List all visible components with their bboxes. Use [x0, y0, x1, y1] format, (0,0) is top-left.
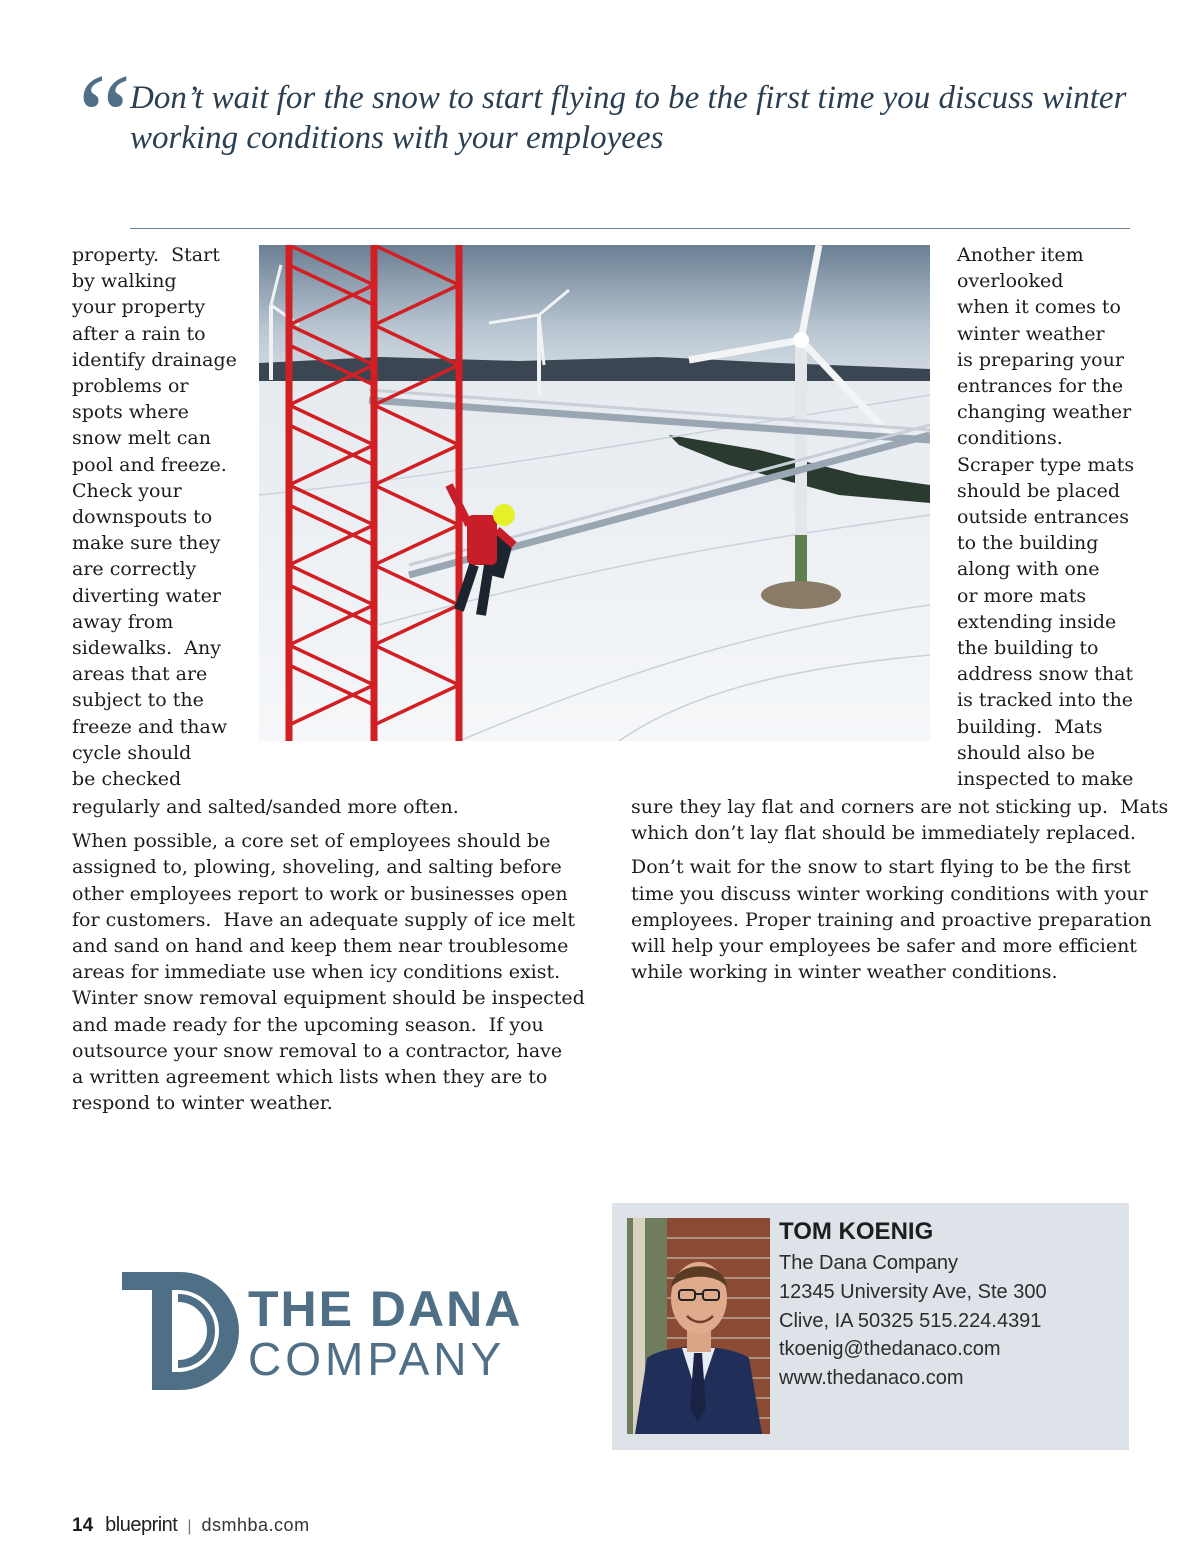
text-line: outside entrances: [957, 506, 1129, 529]
paragraph-2: [72, 828, 585, 1116]
footer-separator: |: [187, 1518, 192, 1535]
article-left-narrow-column: [72, 242, 252, 792]
text-line: freeze and thaw: [72, 715, 228, 738]
text-line: spots where: [72, 401, 189, 424]
logo-text-line2: COMPANY: [248, 1333, 506, 1385]
text-line: which don’t lay flat should be immediately replaced.: [631, 822, 1136, 845]
text-line: respond to winter weather.: [72, 1092, 333, 1115]
text-line: time you discuss winter working conditions with your: [631, 882, 1148, 905]
text-line: regularly and salted/sanded more often.: [72, 796, 459, 818]
text-line: or more mats: [957, 584, 1087, 607]
contact-website[interactable]: www.thedanaco.com: [779, 1367, 964, 1390]
quote-mark: “: [66, 49, 133, 182]
article-left-wide-column: [72, 794, 585, 1116]
text-line: make sure they: [72, 532, 221, 555]
text-line: problems or: [72, 375, 189, 398]
text-line: subject to the: [72, 689, 204, 712]
text-line: to the building: [957, 532, 1099, 555]
text-line: Scraper type mats: [957, 453, 1135, 476]
text-line: is tracked into the: [957, 689, 1134, 712]
text-line: outsource your snow removal to a contractor, have: [72, 1039, 563, 1062]
contact-address: 12345 University Ave, Ste 300: [779, 1280, 1047, 1303]
footer-url[interactable]: dsmhba.com: [201, 1515, 310, 1535]
text-line: identify drainage: [72, 348, 237, 371]
text-line: diverting water: [72, 584, 222, 607]
text-line: building. Mats: [957, 715, 1103, 738]
text-line: will help your employees be safer and more efficient: [631, 935, 1137, 958]
text-line: are correctly: [72, 558, 197, 581]
text-line: for customers. Have an adequate supply of ice melt: [72, 908, 576, 931]
text-line: along with one: [957, 558, 1100, 581]
paragraph-1-continuation: [72, 794, 582, 820]
text-line: your property: [72, 296, 206, 319]
text-line: inspected to make: [957, 768, 1134, 791]
text-line: should also be: [957, 741, 1095, 764]
text-line: downspouts to: [72, 506, 213, 529]
dana-company-logo: [120, 1258, 540, 1398]
text-line: the building to: [957, 637, 1099, 660]
text-line: sidewalks. Any: [72, 637, 221, 660]
logo-text-line1: THE DANA: [248, 1281, 523, 1337]
text-line: snow melt can: [72, 427, 211, 450]
text-line: a written agreement which lists when they are to: [72, 1066, 548, 1089]
photo-illustration: [259, 245, 930, 741]
text-line: changing weather: [957, 401, 1132, 424]
paragraph-gap: [72, 820, 582, 828]
dana-monogram-icon: [120, 1258, 250, 1398]
paragraph-4: [631, 854, 1152, 985]
text-line: be checked: [72, 768, 182, 791]
contact-company: The Dana Company: [779, 1252, 958, 1274]
text-line: property. Start: [72, 244, 220, 266]
text-line: by walking: [72, 270, 177, 293]
article-right-wide-column: [631, 794, 1169, 985]
text-line: When possible, a core set of employees should be: [72, 830, 551, 853]
text-line: address snow that: [957, 663, 1134, 686]
text-line: Another item: [957, 244, 1084, 266]
contact-card: [612, 1203, 1129, 1450]
text-line: employees. Proper training and proactive preparation: [631, 908, 1152, 931]
text-line: cycle should: [72, 741, 192, 764]
article-right-narrow-column: [957, 242, 1137, 792]
paragraph-3-continuation: [631, 794, 1169, 846]
text-line: while working in winter weather conditions.: [631, 961, 1058, 984]
text-line: and sand on hand and keep them near troublesome: [72, 935, 569, 958]
text-line: Check your: [72, 479, 182, 502]
text-line: Don’t wait for the snow to start flying to be the first: [631, 856, 1131, 879]
pull-quote: [62, 49, 1132, 182]
page-footer: [72, 1514, 310, 1537]
text-line: conditions.: [957, 427, 1063, 450]
headshot-photo: [627, 1218, 770, 1434]
text-line: should be placed: [957, 479, 1121, 502]
portrait-illustration: [627, 1218, 770, 1434]
text-line: entrances for the: [957, 375, 1124, 398]
text-line: away from: [72, 610, 174, 633]
text-line: other employees report to work or businesses open: [72, 882, 568, 905]
text-line: after a rain to: [72, 322, 206, 345]
text-line: and made ready for the upcoming season. If you: [72, 1013, 544, 1036]
text-line: extending inside: [957, 610, 1117, 633]
text-line: is preparing your: [957, 348, 1124, 371]
contact-city-phone: Clive, IA 50325 515.224.4391: [779, 1309, 1042, 1332]
text-line: sure they lay flat and corners are not sticking up. Mats: [631, 796, 1169, 818]
wind-turbine-climber-photo: [259, 245, 930, 741]
text-line: areas that are: [72, 663, 208, 686]
publication-brand: blueprint: [105, 1514, 178, 1536]
text-line: overlooked: [957, 270, 1064, 293]
text-line: when it comes to: [957, 296, 1121, 319]
pull-quote-divider: [130, 228, 1130, 229]
text-line: areas for immediate use when icy conditions exist.: [72, 961, 561, 984]
paragraph-gap: [631, 846, 1141, 854]
text-line: winter weather: [957, 322, 1105, 345]
text-line: pool and freeze.: [72, 453, 227, 476]
page-number: 14: [72, 1515, 94, 1536]
text-line: assigned to, plowing, shoveling, and salting before: [72, 856, 562, 879]
contact-info: [779, 1215, 1047, 1393]
pull-quote-text: Don’t wait for the snow to start flying to be the first time you discuss winter working conditions with your employees: [130, 80, 1127, 156]
text-line: Winter snow removal equipment should be inspected: [72, 987, 585, 1010]
contact-name: TOM KOENIG: [779, 1218, 934, 1245]
contact-email[interactable]: tkoenig@thedanaco.com: [779, 1338, 1001, 1361]
